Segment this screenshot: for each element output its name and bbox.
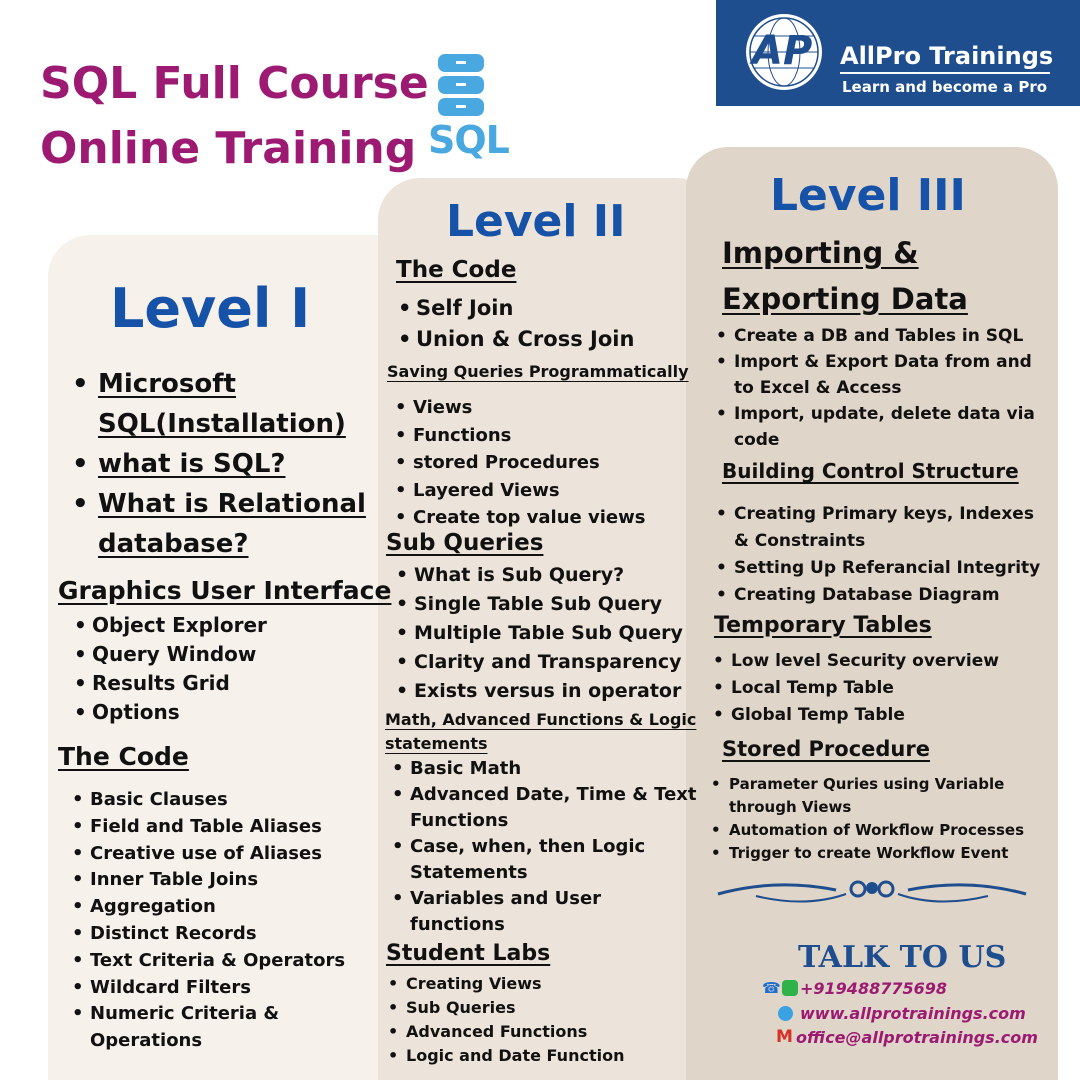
level1-item-install — [72, 364, 366, 444]
level2-code-list — [416, 293, 634, 355]
level1-top-list — [72, 364, 366, 564]
contact-heading: TALK TO US — [798, 940, 1007, 975]
level1-item-install-line1: Microsoft — [98, 369, 236, 399]
list-item-line2: code — [734, 430, 780, 450]
list-item: • Clarity and Transparency — [414, 648, 683, 677]
list-item: • Create a DB and Tables in SQL — [734, 323, 1035, 349]
globe-web-icon — [778, 1006, 793, 1021]
list-item — [734, 501, 1040, 555]
list-item: • What is Sub Query? — [414, 561, 683, 590]
logo-letters: AP — [752, 28, 813, 74]
level3-sp-list — [729, 773, 1024, 865]
list-item: • Union & Cross Join — [416, 324, 634, 355]
level2-labs-heading: Student Labs — [386, 941, 551, 966]
level2-math-heading-line1: Math, Advanced Functions & Logic — [385, 710, 697, 729]
brand-logo — [716, 0, 1080, 106]
level3-import-list — [734, 323, 1035, 453]
level1-code-list — [90, 787, 345, 1055]
list-item: • Low level Security overview — [731, 648, 999, 675]
level1-gui-list — [92, 611, 267, 727]
gmail-icon: M — [776, 1027, 793, 1047]
level3-temp-list — [731, 648, 999, 729]
level2-title: Level II — [446, 196, 626, 247]
list-item: • Distinct Records — [90, 921, 345, 948]
level1-title: Level I — [110, 277, 311, 340]
bullet: • — [72, 489, 89, 519]
list-item: • Global Temp Table — [731, 702, 999, 729]
list-item-line2: Statements — [410, 862, 528, 883]
level2-saving-list — [413, 394, 645, 532]
bullet: • — [72, 449, 89, 479]
sql-icon-label: SQL — [428, 118, 509, 162]
level1-item-relational-line2: database? — [98, 529, 249, 559]
level1-item-install-line2: SQL(Installation) — [98, 409, 346, 439]
title-line-2: Online Training — [40, 123, 417, 174]
level2-code-heading: The Code — [396, 257, 517, 283]
list-item-line1: • Case, when, then Logic — [410, 836, 646, 857]
list-item: • Automation of Workflow Processes — [729, 819, 1024, 842]
list-item: • Self Join — [416, 293, 634, 324]
list-item: • Wildcard Filters — [90, 975, 345, 1002]
list-item: • Trigger to create Workflow Event — [729, 842, 1024, 865]
list-item: • Sub Queries — [406, 996, 624, 1020]
list-item-line2: functions — [410, 914, 505, 935]
level3-sp-heading: Stored Procedure — [722, 737, 930, 761]
website-link: www.allprotrainings.com — [800, 1004, 1026, 1023]
list-item: • Creating Views — [406, 972, 624, 996]
list-item: • Object Explorer — [92, 611, 267, 640]
title-line-1: SQL Full Course — [40, 58, 429, 109]
level2-math-list — [410, 756, 697, 938]
ornament-divider — [716, 874, 1028, 908]
list-item: • Multiple Table Sub Query — [414, 619, 683, 648]
list-item — [410, 834, 697, 886]
level2-labs-list — [406, 972, 624, 1068]
list-item: • Single Table Sub Query — [414, 590, 683, 619]
list-item: • Query Window — [92, 640, 267, 669]
level2-math-heading-line2: statements — [385, 734, 488, 753]
list-item-line2: through Views — [729, 798, 852, 816]
list-item: • Basic Math — [410, 756, 697, 782]
globe-icon — [744, 12, 824, 92]
list-item: • Results Grid — [92, 669, 267, 698]
list-item-line1: • Variables and User — [410, 888, 602, 909]
list-item-line2: Operations — [90, 1030, 203, 1052]
level1-gui-heading: Graphics User Interface — [58, 576, 392, 605]
list-item: • Layered Views — [413, 477, 645, 505]
whatsapp-icon — [782, 980, 798, 996]
list-item — [90, 1001, 345, 1055]
list-item — [734, 349, 1035, 401]
list-item: • Local Temp Table — [731, 675, 999, 702]
list-item: • Advanced Functions — [406, 1020, 624, 1044]
level1-code-heading: The Code — [58, 742, 189, 771]
level3-import-heading-line1: Importing & — [722, 236, 919, 270]
level3-title: Level III — [770, 170, 966, 221]
brand-divider — [840, 72, 1050, 74]
brand-name: AllPro Trainings — [840, 42, 1054, 70]
sql-database-icon — [428, 52, 509, 167]
list-item-line1: • Numeric Criteria & — [90, 1003, 280, 1025]
phone-icon: ☎ — [762, 979, 781, 997]
list-item: • Create top value views — [413, 504, 645, 532]
list-item — [410, 886, 697, 938]
level1-item-what-sql — [72, 444, 366, 484]
level2-sub-list — [414, 561, 683, 706]
list-item-line2: to Excel & Access — [734, 378, 902, 398]
list-item: • Logic and Date Function — [406, 1044, 624, 1068]
list-item: • Creating Database Diagram — [734, 582, 1040, 609]
level1-item-relational — [72, 484, 366, 564]
level3-control-list — [734, 501, 1040, 609]
list-item — [734, 401, 1035, 453]
level3-import-heading — [722, 230, 968, 322]
list-item-line1: • Import, update, delete data via — [734, 404, 1035, 424]
list-item-line2: & Constraints — [734, 531, 866, 551]
level2-sub-heading: Sub Queries — [386, 530, 544, 556]
list-item: • Creative use of Aliases — [90, 841, 345, 868]
level3-control-heading: Building Control Structure — [722, 459, 1019, 483]
level3-import-heading-line2: Exporting Data — [722, 282, 968, 316]
list-item: • Aggregation — [90, 894, 345, 921]
bullet: • — [72, 369, 89, 399]
list-item: • Options — [92, 698, 267, 727]
list-item: • Exists versus in operator — [414, 677, 683, 706]
level1-item-relational-line1: What is Relational — [98, 489, 366, 519]
brand-tagline: Learn and become a Pro — [842, 78, 1048, 96]
email-link: office@allprotrainings.com — [796, 1028, 1038, 1047]
list-item — [729, 773, 1024, 819]
list-item: • Inner Table Joins — [90, 867, 345, 894]
list-item-line1: • Parameter Quries using Variable — [729, 775, 1005, 793]
level2-saving-heading: Saving Queries Programmatically — [387, 362, 689, 381]
list-item-line1: • Creating Primary keys, Indexes — [734, 504, 1034, 524]
list-item: • Text Criteria & Operators — [90, 948, 345, 975]
list-item: • Views — [413, 394, 645, 422]
list-item — [410, 782, 697, 834]
phone-number: +919488775698 — [800, 979, 947, 998]
list-item-line1: • Advanced Date, Time & Text — [410, 784, 697, 805]
list-item: • Setting Up Referancial Integrity — [734, 555, 1040, 582]
level3-temp-heading: Temporary Tables — [714, 613, 932, 638]
list-item: • stored Procedures — [413, 449, 645, 477]
list-item: • Basic Clauses — [90, 787, 345, 814]
list-item-line2: Functions — [410, 810, 509, 831]
list-item: • Field and Table Aliases — [90, 814, 345, 841]
level2-math-heading — [385, 708, 696, 756]
list-item: • Functions — [413, 422, 645, 450]
level1-item-what-sql-text: what is SQL? — [98, 449, 286, 479]
list-item-line1: • Import & Export Data from and — [734, 352, 1032, 372]
